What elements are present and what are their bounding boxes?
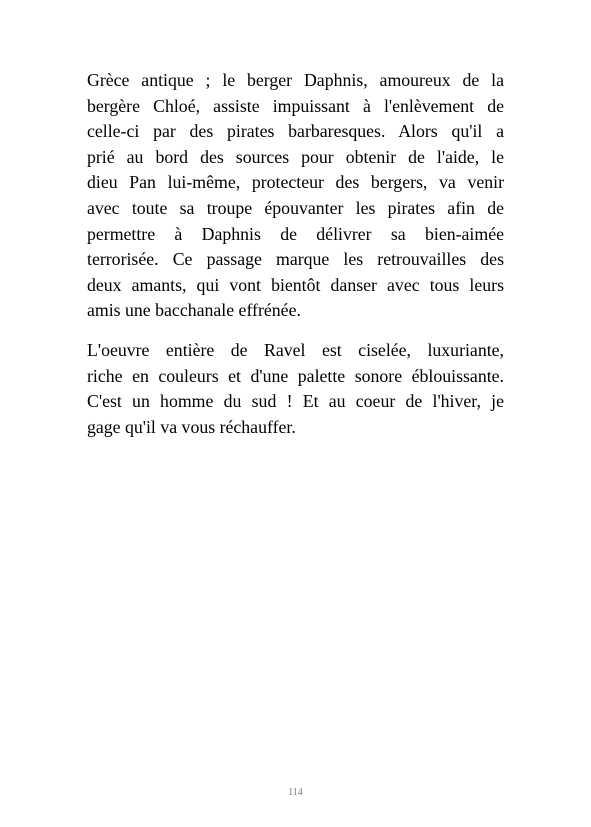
page-number: 114 [288, 787, 303, 798]
text-line: deux amants, qui vont bientôt danser avec tous leurs [87, 274, 504, 295]
paragraph-ravel [87, 338, 504, 440]
text-line: permettre à Daphnis de délivrer sa bien-aimée [87, 223, 504, 244]
text-line: riche en couleurs et d'une palette sonore éblouissante. [87, 365, 504, 386]
text-line: L'oeuvre entière de Ravel est ciselée, luxuriante, [87, 339, 504, 360]
text-line: amis une bacchanale effrénée. [87, 300, 301, 321]
paragraph-daphnis [87, 68, 504, 324]
text-line: celle-ci par des pirates barbaresques. Alors qu'il a [87, 121, 504, 142]
text-line: dieu Pan lui-même, protecteur des bergers, va venir [87, 172, 504, 193]
text-line: avec toute sa troupe épouvanter les pirates afin de [87, 197, 504, 218]
body-text [87, 68, 504, 440]
text-line: prié au bord des sources pour obtenir de l'aide, le [87, 146, 504, 167]
text-line: Grèce antique ; le berger Daphnis, amoureux de la [87, 70, 504, 90]
text-line: gage qu'il va vous réchauffer. [87, 416, 296, 437]
text-line: C'est un homme du sud ! Et au coeur de l'hiver, je [87, 391, 504, 412]
text-line: bergère Chloé, assiste impuissant à l'enlèvement de [87, 95, 504, 116]
text-line: terrorisée. Ce passage marque les retrouvailles des [87, 249, 504, 270]
paragraph-spacing [87, 324, 504, 338]
